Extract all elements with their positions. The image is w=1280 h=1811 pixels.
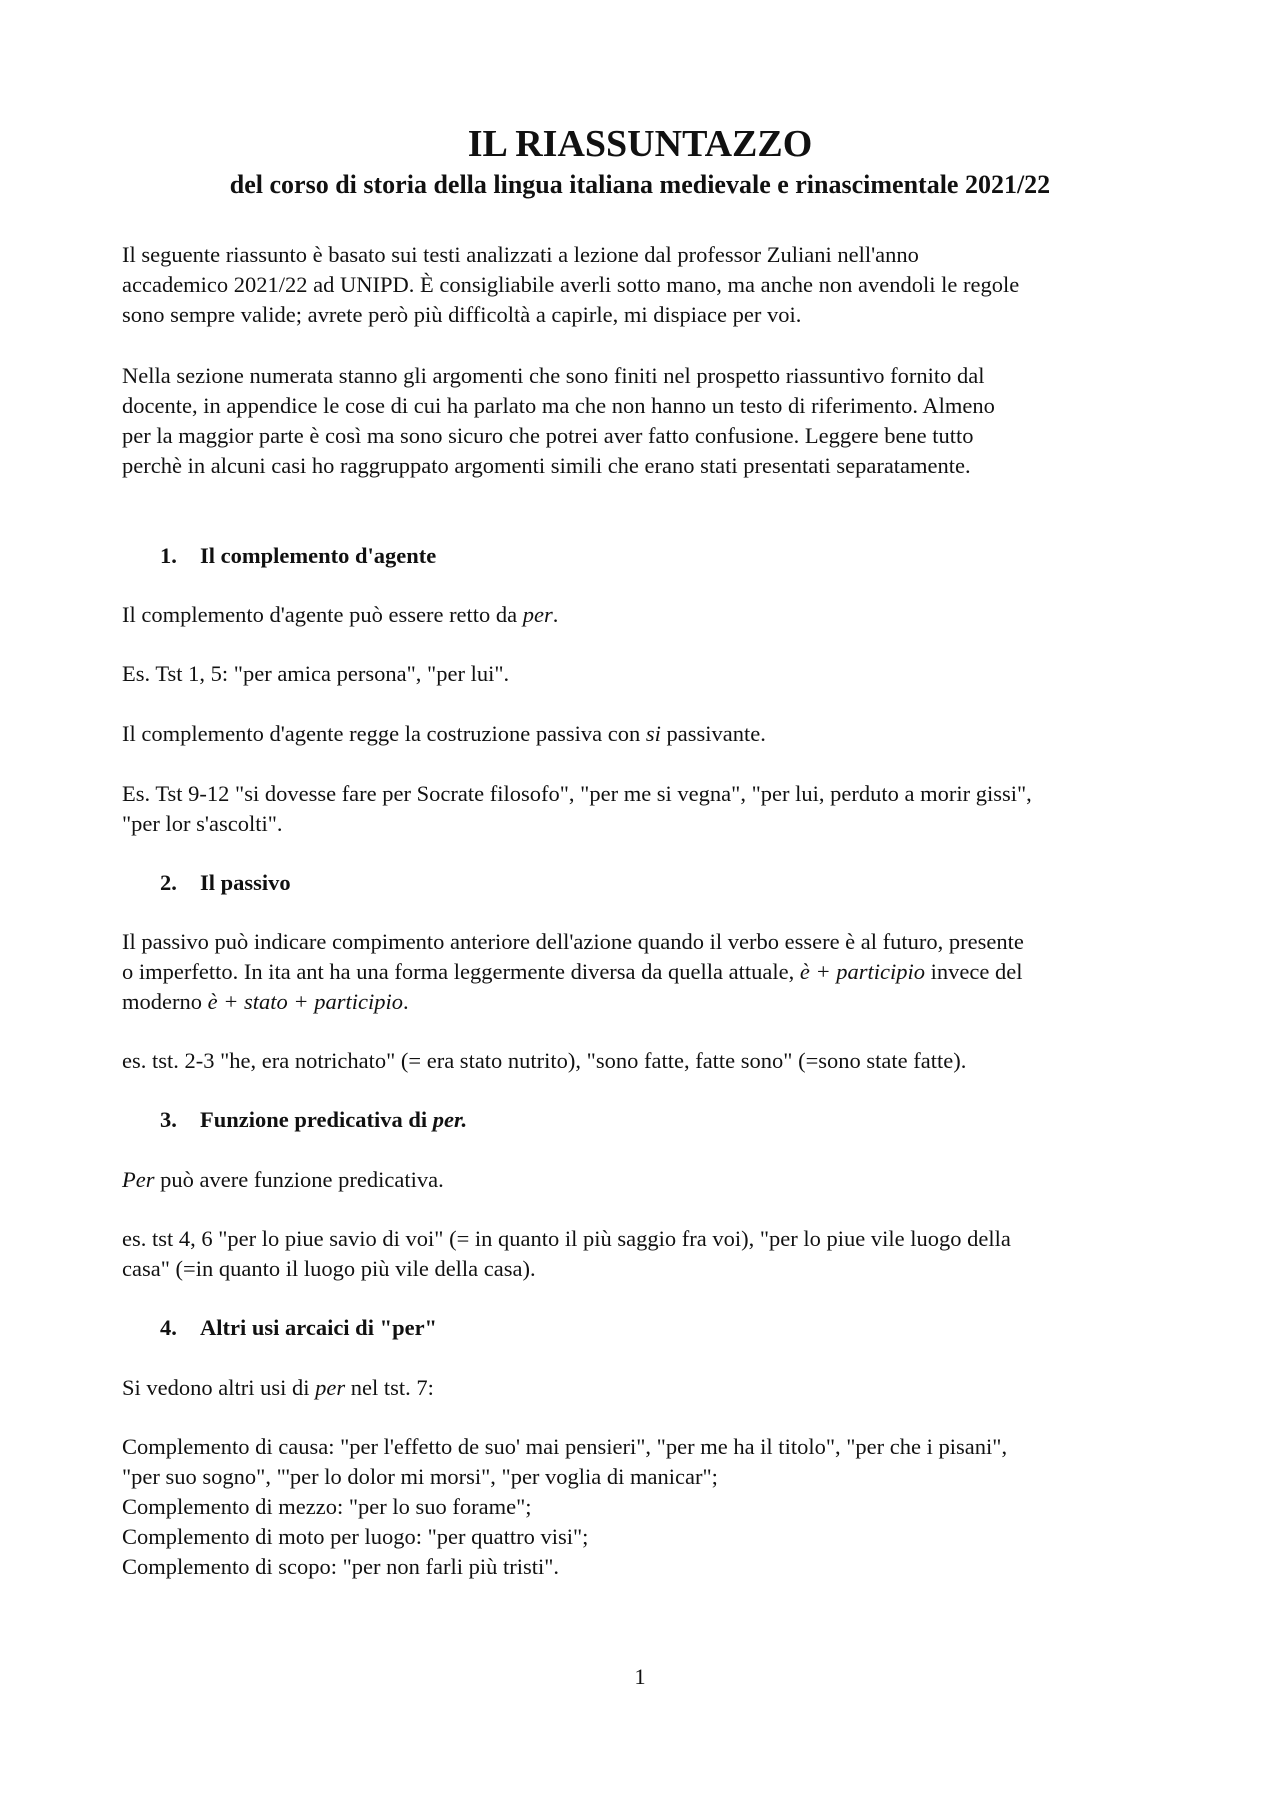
section-2-heading: [160, 868, 291, 898]
list-item: Complemento di mezzo: "per lo suo forame";: [122, 1494, 532, 1519]
list-item: Complemento di causa: "per l'effetto de suo' mai pensieri", "per me ha il titolo", "per che i pisani",: [122, 1434, 1008, 1459]
text: passivante.: [660, 721, 766, 746]
text: moderno: [122, 989, 208, 1014]
list-item: "per suo sogno", "'per lo dolor mi morsi", "per voglia di manicar";: [122, 1464, 718, 1489]
italic-term: per.: [432, 1107, 468, 1132]
text: .: [552, 602, 559, 627]
text: nel tst. 7:: [345, 1375, 434, 1400]
italic-term: per: [315, 1375, 346, 1400]
italic-term: è + stato + participio: [207, 989, 403, 1014]
intro2-line: Nella sezione numerata stanno gli argomenti che sono finiti nel prospetto riassuntivo fornito dal: [122, 363, 985, 388]
section-2-example: [122, 1046, 1172, 1076]
section-3-example: [122, 1224, 1172, 1284]
section-title: Altri usi arcaici di "per": [200, 1315, 438, 1340]
section-title: Funzione predicativa di: [200, 1107, 433, 1132]
section-2-paragraph: [122, 927, 1172, 1017]
intro-paragraph-1: [122, 240, 1172, 330]
italic-term: si: [645, 721, 661, 746]
text: Si vedono altri usi di: [122, 1375, 316, 1400]
intro1-line: accademico 2021/22 ad UNIPD. È consigliabile averli sotto mano, ma anche non avendoli le regole: [122, 272, 1020, 297]
list-item: Complemento di moto per luogo: "per quattro visi";: [122, 1524, 589, 1549]
section-number: 1.: [160, 543, 177, 568]
document-title: IL RIASSUNTAZZO: [467, 123, 813, 165]
section-number: 2.: [160, 870, 177, 895]
italic-term: è + participio: [799, 959, 926, 984]
intro-paragraph-2: [122, 361, 1172, 481]
section-1-example-1: [122, 659, 1172, 689]
section-1-example-2: [122, 779, 1172, 839]
document-subtitle: del corso di storia della lingua italiana medievale e rinascimentale 2021/22: [229, 170, 1051, 199]
example-line: es. tst. 2-3 "he, era notrichato" (= era stato nutrito), "sono fatte, fatte sono" (=sono state fatte).: [122, 1048, 967, 1073]
section-number: 3.: [160, 1107, 177, 1132]
example-line: casa" (=in quanto il luogo più vile della casa).: [122, 1256, 536, 1281]
text: o imperfetto. In ita ant ha una forma leggermente diversa da quella attuale,: [122, 959, 800, 984]
example-line: es. tst 4, 6 "per lo piue savio di voi" (= in quanto il più saggio fra voi), "per lo piue vile luogo della: [122, 1226, 1011, 1251]
section-1-heading: [160, 541, 436, 571]
intro2-line: per la maggior parte è così ma sono sicuro che potrei aver fatto confusione. Leggere bene tutto: [122, 423, 974, 448]
italic-term: per: [522, 602, 553, 627]
section-1-paragraph-1: [122, 600, 1172, 630]
section-title: Il complemento d'agente: [200, 543, 437, 568]
intro2-line: perchè in alcuni casi ho raggruppato argomenti simili che erano stati presentati separatamente.: [122, 453, 971, 478]
paragraph-line: Il passivo può indicare compimento anteriore dell'azione quando il verbo essere è al futuro, presente: [122, 929, 1024, 954]
section-4-paragraph: [122, 1373, 1172, 1403]
intro1-line: sono sempre valide; avrete però più difficoltà a capirle, mi dispiace per voi.: [122, 302, 802, 327]
section-1-paragraph-2: [122, 719, 1172, 749]
example-line: Es. Tst 1, 5: "per amica persona", "per lui".: [122, 661, 510, 686]
example-line: "per lor s'ascolti".: [122, 811, 283, 836]
intro2-line: docente, in appendice le cose di cui ha parlato ma che non hanno un testo di riferimento. Almeno: [122, 393, 995, 418]
example-line: Es. Tst 9-12 "si dovesse fare per Socrate filosofo", "per me si vegna", "per lui, perduto a morir gissi",: [122, 781, 1032, 806]
intro1-line: Il seguente riassunto è basato sui testi analizzati a lezione dal professor Zuliani nell'anno: [122, 242, 919, 267]
list-item: Complemento di scopo: "per non farli più tristi".: [122, 1554, 560, 1579]
page-number: 1: [634, 1664, 646, 1689]
section-3-heading: [160, 1105, 467, 1135]
text: Il complemento d'agente può essere retto da: [122, 602, 523, 627]
text: invece del: [925, 959, 1023, 984]
text: può avere funzione predicativa.: [154, 1167, 444, 1192]
text: .: [402, 989, 409, 1014]
italic-term: Per: [122, 1167, 155, 1192]
section-4-list: [122, 1432, 1172, 1582]
section-4-heading: [160, 1313, 437, 1343]
section-3-paragraph: [122, 1165, 1172, 1195]
section-title: Il passivo: [200, 870, 291, 895]
text: Il complemento d'agente regge la costruzione passiva con: [122, 721, 646, 746]
section-number: 4.: [160, 1315, 177, 1340]
